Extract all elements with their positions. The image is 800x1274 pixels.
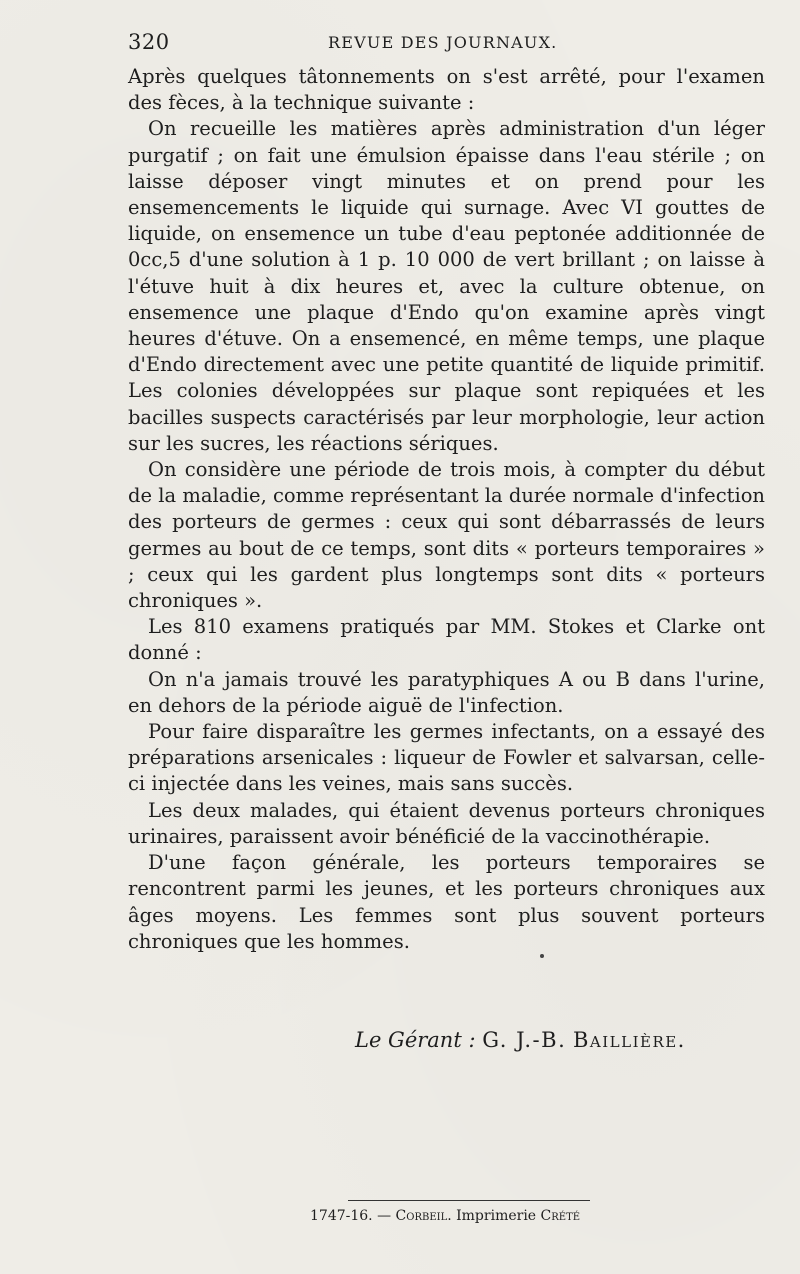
imprint-rule [348,1200,590,1201]
imprint-city: Corbeil. [395,1208,452,1224]
paragraph-vaccinotherapy: Les deux malades, qui étaient devenus porteurs chroniques urinaires, paraissent avoir bénéficié de la vaccinothérapie. [128,798,765,848]
paragraph-treatment: Pour faire disparaître les germes infectants, on a essayé des préparations arsenicales : liqueur de Fowler et salvarsan, celle-ci injectée dans les veines, mais sans succès. [128,720,765,796]
imprint-printer-name: Crété [540,1208,581,1224]
running-head [128,30,764,58]
paragraph-technique-intro: Après quelques tâtonnements on s'est arrêté, pour l'examen des fèces, à la technique suivante : [128,65,765,115]
signature [355,1028,686,1052]
signature-label: Le Gérant : [355,1028,476,1052]
article-body [128,64,765,955]
imprint-printer-word: Imprimerie [456,1208,537,1224]
signature-surname: Baillière. [572,1028,686,1052]
paragraph-conclusion: D'une façon générale, les porteurs temporaires se rencontrent parmi les jeunes, et les porteurs chroniques aux âges moyens. Les femmes sont plus souvent porteurs chroniques que les hommes. [128,851,765,953]
ink-dot [540,954,544,958]
imprint-dash: — [377,1208,392,1224]
paragraph-method: On recueille les matières après administration d'un léger purgatif ; on fait une émulsion épaisse dans l'eau stérile ; on laisse déposer vingt minutes et on prend pour les ensemencements le liquide qui surnage. Avec VI gouttes de liquide, on ensemence un tube d'eau peptonée additionnée de 0cc,5 d'une solution à 1 p. 10 000 de vert brillant ; on laisse à l'étuve huit à dix heures et, avec la culture obtenue, on ensemence une plaque d'Endo qu'on examine après vingt heures d'étuve. On a ensemencé, en même temps, une plaque d'Endo directement avec une petite quantité de liquide primitif. Les colonies développées sur plaque sont repiquées et les bacilles suspects caractérisés par leur morphologie, leur action sur les sucres, les réactions sériques. [128,117,765,455]
paragraph-urine: On n'a jamais trouvé les paratyphiques A ou B dans l'urine, en dehors de la période aiguë de l'infection. [128,667,765,717]
paragraph-carrier-definition: On considère une période de trois mois, à compter du début de la maladie, comme représentant la durée normale d'infection des porteurs de germes : ceux qui sont débarrassés de leurs germes au bout de ce temps, sont dits « porteurs temporaires » ; ceux qui les gardent plus longtemps sont dits « porteurs chroniques ». [128,458,765,613]
page-number: 320 [128,30,170,54]
imprint-number: 1747-16. [310,1208,373,1224]
paragraph-examinations: Les 810 examens pratiqués par MM. Stokes et Clarke ont donné : [128,615,765,665]
journal-title: REVUE DES JOURNAUX. [328,33,558,52]
imprint [310,1208,580,1224]
signature-initials: G. J.-B. [482,1028,567,1052]
